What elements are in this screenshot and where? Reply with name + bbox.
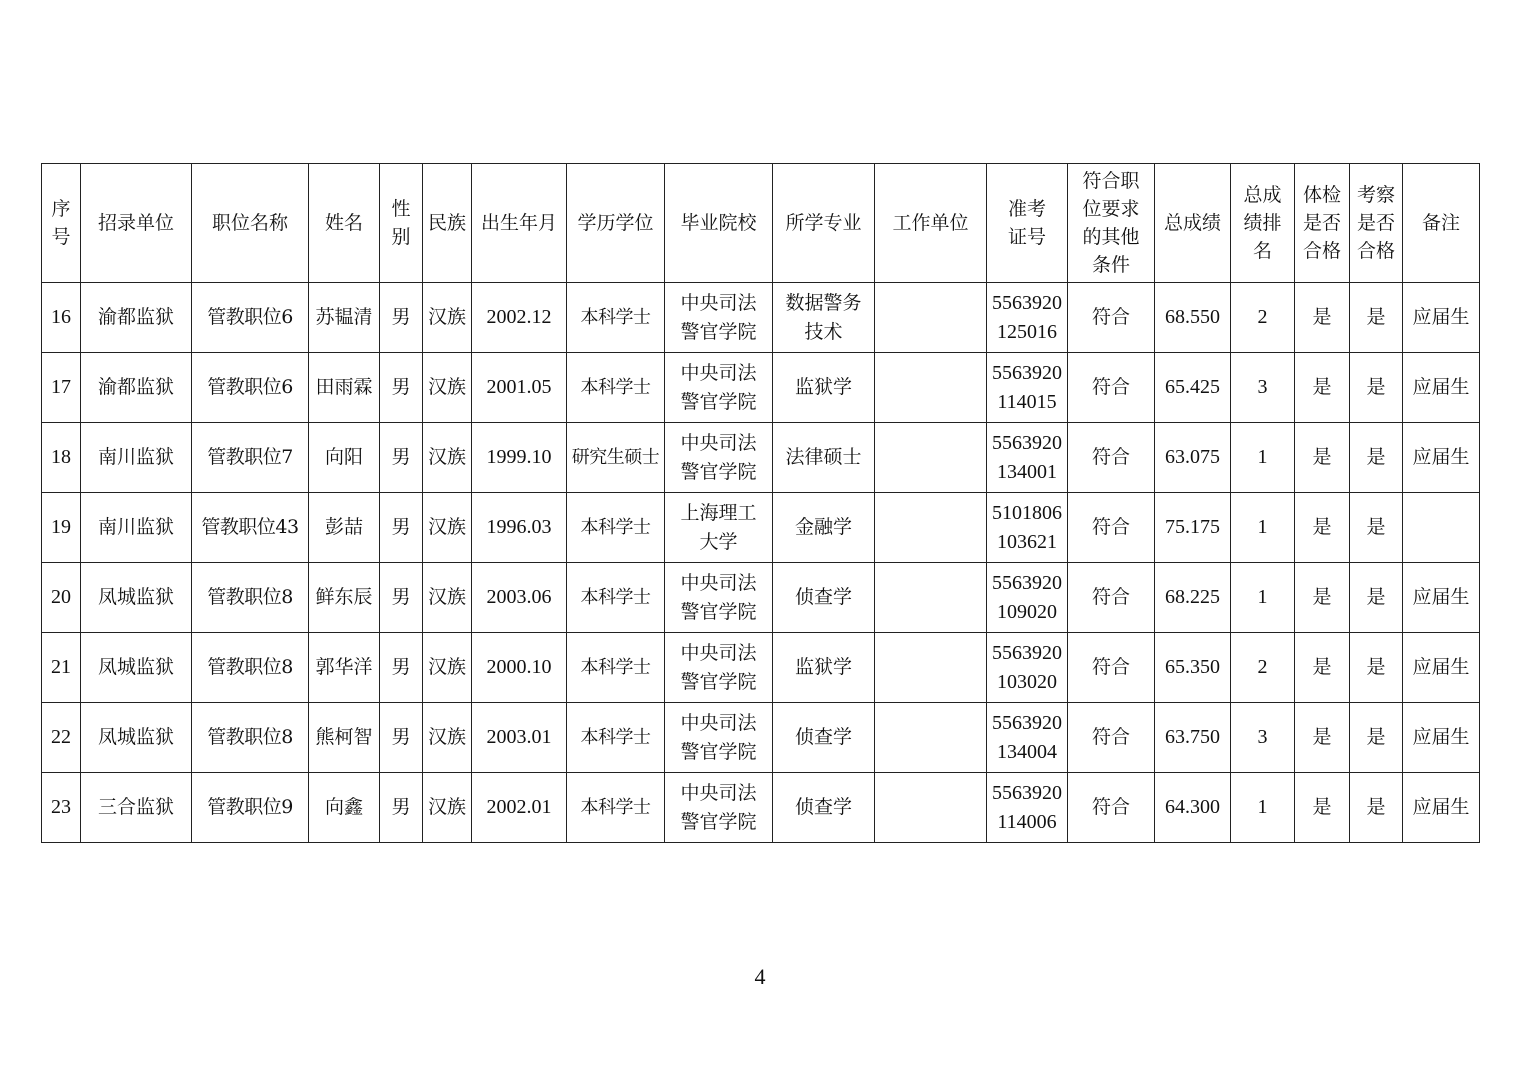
cell-name: 苏韫清 (309, 283, 380, 353)
cell-recruiting-unit: 凤城监狱 (81, 563, 192, 633)
cell-exam-id: 5563920 134004 (987, 703, 1068, 773)
cell-gender: 男 (380, 283, 423, 353)
cell-school: 中央司法 警官学院 (665, 563, 773, 633)
cell-name: 郭华洋 (309, 633, 380, 703)
cell-remarks: 应届生 (1403, 773, 1480, 843)
header-exam-id: 准考 证号 (987, 164, 1068, 283)
cell-degree: 本科学士 (567, 493, 665, 563)
cell-birth-date: 1999.10 (472, 423, 567, 493)
cell-inspection: 是 (1350, 423, 1403, 493)
header-name: 姓名 (309, 164, 380, 283)
cell-ethnicity: 汉族 (423, 563, 472, 633)
cell-rank: 3 (1231, 353, 1295, 423)
table-row (42, 703, 1480, 773)
cell-other-conditions: 符合 (1068, 563, 1155, 633)
header-major: 所学专业 (773, 164, 875, 283)
cell-gender: 男 (380, 703, 423, 773)
cell-recruiting-unit: 南川监狱 (81, 493, 192, 563)
cell-school: 中央司法 警官学院 (665, 283, 773, 353)
page-number: 4 (754, 964, 766, 989)
cell-name: 鲜东辰 (309, 563, 380, 633)
cell-exam-id: 5563920 103020 (987, 633, 1068, 703)
cell-position-name: 管教职位43 (192, 493, 309, 563)
cell-school: 中央司法 警官学院 (665, 423, 773, 493)
cell-school: 中央司法 警官学院 (665, 633, 773, 703)
cell-degree: 本科学士 (567, 633, 665, 703)
cell-gender: 男 (380, 633, 423, 703)
cell-total-score: 64.300 (1155, 773, 1231, 843)
header-degree: 学历学位 (567, 164, 665, 283)
cell-physical-exam: 是 (1295, 773, 1350, 843)
header-birth-date: 出生年月 (472, 164, 567, 283)
cell-rank: 1 (1231, 773, 1295, 843)
cell-degree: 研究生硕士 (567, 423, 665, 493)
cell-work-unit (875, 773, 987, 843)
cell-seq: 23 (42, 773, 81, 843)
cell-remarks: 应届生 (1403, 423, 1480, 493)
cell-physical-exam: 是 (1295, 563, 1350, 633)
cell-exam-id: 5563920 114006 (987, 773, 1068, 843)
cell-other-conditions: 符合 (1068, 703, 1155, 773)
cell-inspection: 是 (1350, 633, 1403, 703)
cell-remarks: 应届生 (1403, 563, 1480, 633)
cell-major: 法律硕士 (773, 423, 875, 493)
cell-remarks: 应届生 (1403, 703, 1480, 773)
cell-name: 田雨霖 (309, 353, 380, 423)
cell-physical-exam: 是 (1295, 353, 1350, 423)
cell-exam-id: 5563920 109020 (987, 563, 1068, 633)
cell-total-score: 68.550 (1155, 283, 1231, 353)
cell-birth-date: 2003.01 (472, 703, 567, 773)
cell-position-name: 管教职位6 (192, 283, 309, 353)
cell-seq: 19 (42, 493, 81, 563)
cell-birth-date: 2001.05 (472, 353, 567, 423)
cell-position-name: 管教职位9 (192, 773, 309, 843)
cell-rank: 3 (1231, 703, 1295, 773)
cell-ethnicity: 汉族 (423, 353, 472, 423)
cell-physical-exam: 是 (1295, 703, 1350, 773)
cell-gender: 男 (380, 353, 423, 423)
table-row (42, 283, 1480, 353)
header-position-name: 职位名称 (192, 164, 309, 283)
header-remarks: 备注 (1403, 164, 1480, 283)
cell-recruiting-unit: 凤城监狱 (81, 633, 192, 703)
cell-recruiting-unit: 渝都监狱 (81, 353, 192, 423)
header-work-unit: 工作单位 (875, 164, 987, 283)
cell-position-name: 管教职位6 (192, 353, 309, 423)
cell-ethnicity: 汉族 (423, 493, 472, 563)
cell-work-unit (875, 423, 987, 493)
cell-other-conditions: 符合 (1068, 283, 1155, 353)
cell-gender: 男 (380, 493, 423, 563)
cell-name: 向鑫 (309, 773, 380, 843)
cell-other-conditions: 符合 (1068, 493, 1155, 563)
cell-school: 上海理工 大学 (665, 493, 773, 563)
cell-work-unit (875, 633, 987, 703)
cell-ethnicity: 汉族 (423, 423, 472, 493)
cell-gender: 男 (380, 563, 423, 633)
cell-rank: 2 (1231, 633, 1295, 703)
cell-major: 侦查学 (773, 773, 875, 843)
cell-degree: 本科学士 (567, 773, 665, 843)
cell-school: 中央司法 警官学院 (665, 353, 773, 423)
cell-total-score: 63.075 (1155, 423, 1231, 493)
cell-recruiting-unit: 三合监狱 (81, 773, 192, 843)
table-body (42, 283, 1480, 843)
cell-birth-date: 2000.10 (472, 633, 567, 703)
cell-ethnicity: 汉族 (423, 633, 472, 703)
header-gender: 性 别 (380, 164, 423, 283)
cell-ethnicity: 汉族 (423, 283, 472, 353)
cell-physical-exam: 是 (1295, 423, 1350, 493)
header-seq: 序 号 (42, 164, 81, 283)
cell-major: 数据警务 技术 (773, 283, 875, 353)
cell-major: 侦查学 (773, 563, 875, 633)
cell-seq: 16 (42, 283, 81, 353)
cell-position-name: 管教职位8 (192, 703, 309, 773)
cell-gender: 男 (380, 773, 423, 843)
cell-seq: 21 (42, 633, 81, 703)
cell-total-score: 63.750 (1155, 703, 1231, 773)
header-school: 毕业院校 (665, 164, 773, 283)
cell-recruiting-unit: 渝都监狱 (81, 283, 192, 353)
cell-inspection: 是 (1350, 493, 1403, 563)
cell-inspection: 是 (1350, 703, 1403, 773)
cell-seq: 17 (42, 353, 81, 423)
cell-position-name: 管教职位7 (192, 423, 309, 493)
cell-birth-date: 1996.03 (472, 493, 567, 563)
cell-remarks: 应届生 (1403, 283, 1480, 353)
cell-remarks: 应届生 (1403, 633, 1480, 703)
cell-name: 熊柯智 (309, 703, 380, 773)
cell-birth-date: 2002.01 (472, 773, 567, 843)
cell-degree: 本科学士 (567, 353, 665, 423)
cell-exam-id: 5563920 134001 (987, 423, 1068, 493)
cell-recruiting-unit: 凤城监狱 (81, 703, 192, 773)
table-row (42, 633, 1480, 703)
cell-work-unit (875, 283, 987, 353)
cell-other-conditions: 符合 (1068, 633, 1155, 703)
cell-name: 彭喆 (309, 493, 380, 563)
cell-major: 金融学 (773, 493, 875, 563)
cell-inspection: 是 (1350, 563, 1403, 633)
cell-physical-exam: 是 (1295, 633, 1350, 703)
candidate-table (41, 163, 1480, 843)
cell-exam-id: 5101806 103621 (987, 493, 1068, 563)
cell-work-unit (875, 703, 987, 773)
cell-remarks: 应届生 (1403, 353, 1480, 423)
cell-ethnicity: 汉族 (423, 703, 472, 773)
cell-school: 中央司法 警官学院 (665, 773, 773, 843)
header-other-conditions: 符合职 位要求 的其他 条件 (1068, 164, 1155, 283)
cell-degree: 本科学士 (567, 703, 665, 773)
cell-position-name: 管教职位8 (192, 563, 309, 633)
cell-exam-id: 5563920 125016 (987, 283, 1068, 353)
header-rank: 总成 绩排 名 (1231, 164, 1295, 283)
header-ethnicity: 民族 (423, 164, 472, 283)
cell-remarks (1403, 493, 1480, 563)
header-total-score: 总成绩 (1155, 164, 1231, 283)
cell-inspection: 是 (1350, 773, 1403, 843)
cell-other-conditions: 符合 (1068, 773, 1155, 843)
cell-work-unit (875, 563, 987, 633)
cell-physical-exam: 是 (1295, 283, 1350, 353)
cell-birth-date: 2003.06 (472, 563, 567, 633)
cell-total-score: 65.350 (1155, 633, 1231, 703)
table-row (42, 423, 1480, 493)
cell-work-unit (875, 493, 987, 563)
cell-other-conditions: 符合 (1068, 423, 1155, 493)
cell-work-unit (875, 353, 987, 423)
cell-birth-date: 2002.12 (472, 283, 567, 353)
cell-total-score: 75.175 (1155, 493, 1231, 563)
header-recruiting-unit: 招录单位 (81, 164, 192, 283)
cell-inspection: 是 (1350, 353, 1403, 423)
cell-degree: 本科学士 (567, 563, 665, 633)
cell-seq: 22 (42, 703, 81, 773)
cell-rank: 1 (1231, 423, 1295, 493)
cell-rank: 1 (1231, 493, 1295, 563)
table-row (42, 493, 1480, 563)
cell-total-score: 65.425 (1155, 353, 1231, 423)
cell-rank: 1 (1231, 563, 1295, 633)
cell-name: 向阳 (309, 423, 380, 493)
table-header-row (42, 164, 1480, 283)
header-inspection: 考察 是否 合格 (1350, 164, 1403, 283)
cell-exam-id: 5563920 114015 (987, 353, 1068, 423)
cell-gender: 男 (380, 423, 423, 493)
cell-ethnicity: 汉族 (423, 773, 472, 843)
cell-major: 侦查学 (773, 703, 875, 773)
cell-seq: 20 (42, 563, 81, 633)
cell-school: 中央司法 警官学院 (665, 703, 773, 773)
cell-seq: 18 (42, 423, 81, 493)
cell-inspection: 是 (1350, 283, 1403, 353)
cell-major: 监狱学 (773, 353, 875, 423)
cell-major: 监狱学 (773, 633, 875, 703)
table-row (42, 563, 1480, 633)
header-physical-exam: 体检 是否 合格 (1295, 164, 1350, 283)
cell-degree: 本科学士 (567, 283, 665, 353)
table-row (42, 353, 1480, 423)
cell-other-conditions: 符合 (1068, 353, 1155, 423)
cell-total-score: 68.225 (1155, 563, 1231, 633)
cell-physical-exam: 是 (1295, 493, 1350, 563)
cell-recruiting-unit: 南川监狱 (81, 423, 192, 493)
cell-position-name: 管教职位8 (192, 633, 309, 703)
table-row (42, 773, 1480, 843)
cell-rank: 2 (1231, 283, 1295, 353)
